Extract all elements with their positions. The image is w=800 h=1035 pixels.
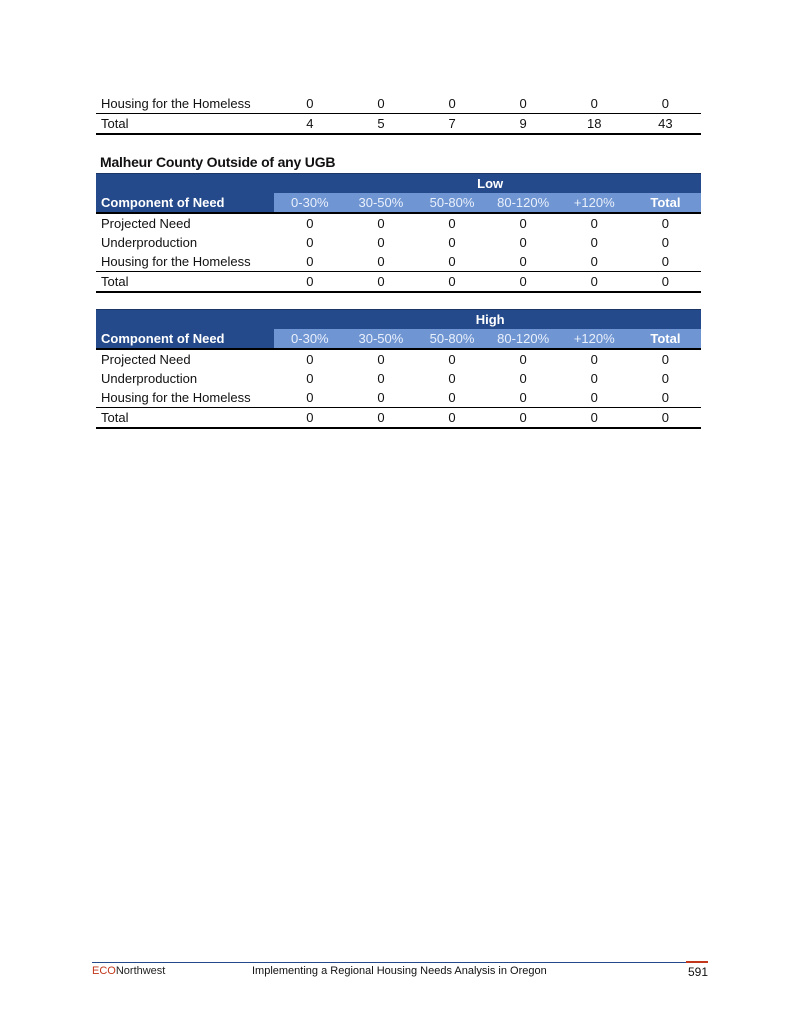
- cell: 0: [590, 352, 598, 367]
- column-header-total: Total: [630, 329, 701, 349]
- cell: 0: [416, 272, 487, 293]
- cell: 0: [448, 254, 456, 269]
- cell: 0: [559, 272, 630, 293]
- column-header: 80-120%: [488, 193, 559, 213]
- cell: 0: [306, 371, 314, 386]
- cell: 0: [519, 352, 527, 367]
- footer-brand: [92, 965, 165, 977]
- cell: 0: [590, 390, 598, 405]
- cell: 0: [377, 390, 385, 405]
- row-label: Total: [96, 114, 274, 135]
- cell: 0: [306, 390, 314, 405]
- column-header: 80-120%: [488, 329, 559, 349]
- cell: 0: [377, 216, 385, 231]
- continued-table: [96, 94, 701, 135]
- cell: 5: [345, 114, 416, 135]
- cell: 0: [306, 216, 314, 231]
- cell: 18: [559, 114, 630, 135]
- high-table: [96, 309, 701, 429]
- cell: 0: [661, 235, 670, 250]
- cell: 0: [630, 408, 701, 429]
- table-row: [96, 388, 701, 408]
- row-label: Underproduction: [101, 371, 198, 386]
- row-label: Total: [96, 408, 274, 429]
- row-label: Total: [96, 272, 274, 293]
- cell: 4: [274, 114, 345, 135]
- row-label: Housing for the Homeless: [101, 254, 251, 269]
- cell: 0: [519, 235, 527, 250]
- cell: 0: [519, 216, 527, 231]
- band-row: [96, 310, 701, 330]
- cell: 0: [661, 352, 670, 367]
- cell: 0: [519, 96, 527, 111]
- column-header: 50-80%: [416, 329, 487, 349]
- table-row: [96, 369, 701, 388]
- cell: 0: [519, 390, 527, 405]
- cell: 0: [448, 352, 456, 367]
- table-row: [96, 213, 701, 233]
- cell: 0: [590, 216, 598, 231]
- cell: 0: [377, 352, 385, 367]
- cell: 0: [448, 371, 456, 386]
- cell: 0: [306, 352, 314, 367]
- band-label: Low: [274, 174, 701, 194]
- cell: 0: [590, 235, 598, 250]
- band-label: High: [274, 310, 701, 330]
- cell: 0: [661, 371, 670, 386]
- brand-prefix: ECO: [92, 965, 116, 977]
- cell: 0: [274, 408, 345, 429]
- cell: 0: [559, 408, 630, 429]
- row-label: Housing for the Homeless: [101, 96, 251, 111]
- cell: 9: [488, 114, 559, 135]
- column-header-total: Total: [630, 193, 701, 213]
- column-header: +120%: [559, 329, 630, 349]
- band-blank: [96, 310, 274, 330]
- cell: 0: [519, 254, 527, 269]
- low-table: [96, 173, 701, 293]
- footer-accent-mark: [686, 961, 708, 963]
- cell: 0: [661, 390, 670, 405]
- column-header-component: Component of Need: [96, 193, 274, 213]
- table-row: [96, 252, 701, 272]
- column-header: 30-50%: [345, 329, 416, 349]
- row-label: Housing for the Homeless: [101, 390, 251, 405]
- column-header: 30-50%: [345, 193, 416, 213]
- header-row: [96, 193, 701, 213]
- cell: 0: [416, 408, 487, 429]
- cell: 0: [519, 371, 527, 386]
- cell: 0: [377, 235, 385, 250]
- section-title: Malheur County Outside of any UGB: [100, 154, 336, 170]
- cell: 0: [306, 96, 314, 111]
- column-header: +120%: [559, 193, 630, 213]
- cell: 7: [417, 114, 488, 135]
- cell: 0: [306, 254, 314, 269]
- total-row: [96, 114, 701, 135]
- footer-document-title: Implementing a Regional Housing Needs Analysis in Oregon: [252, 965, 547, 977]
- row-label: Projected Need: [101, 216, 191, 231]
- cell: 0: [661, 254, 670, 269]
- cell: 43: [630, 114, 701, 135]
- cell: 0: [488, 408, 559, 429]
- page-footer: [92, 962, 708, 979]
- cell: 0: [448, 390, 456, 405]
- table-row: [96, 94, 701, 114]
- cell: 0: [377, 371, 385, 386]
- cell: 0: [274, 272, 345, 293]
- cell: 0: [377, 254, 385, 269]
- column-header-component: Component of Need: [96, 329, 274, 349]
- cell: 0: [345, 272, 416, 293]
- cell: 0: [448, 216, 456, 231]
- table-row: [96, 233, 701, 252]
- row-label: Projected Need: [101, 352, 191, 367]
- cell: 0: [590, 96, 598, 111]
- band-blank: [96, 174, 274, 194]
- cell: 0: [661, 96, 670, 111]
- column-header: 50-80%: [416, 193, 487, 213]
- cell: 0: [590, 254, 598, 269]
- column-header: 0-30%: [274, 329, 345, 349]
- cell: 0: [590, 371, 598, 386]
- cell: 0: [377, 96, 385, 111]
- row-label: Underproduction: [101, 235, 198, 250]
- total-row: [96, 272, 701, 293]
- brand-suffix: Northwest: [115, 965, 166, 977]
- cell: 0: [488, 272, 559, 293]
- cell: 0: [448, 96, 456, 111]
- cell: 0: [306, 235, 314, 250]
- total-row: [96, 408, 701, 429]
- column-header: 0-30%: [274, 193, 345, 213]
- table-row: [96, 349, 701, 369]
- band-row: [96, 174, 701, 194]
- cell: 0: [661, 216, 670, 231]
- cell: 0: [630, 272, 701, 293]
- cell: 0: [345, 408, 416, 429]
- page-number: 591: [687, 965, 708, 979]
- header-row: [96, 329, 701, 349]
- cell: 0: [448, 235, 456, 250]
